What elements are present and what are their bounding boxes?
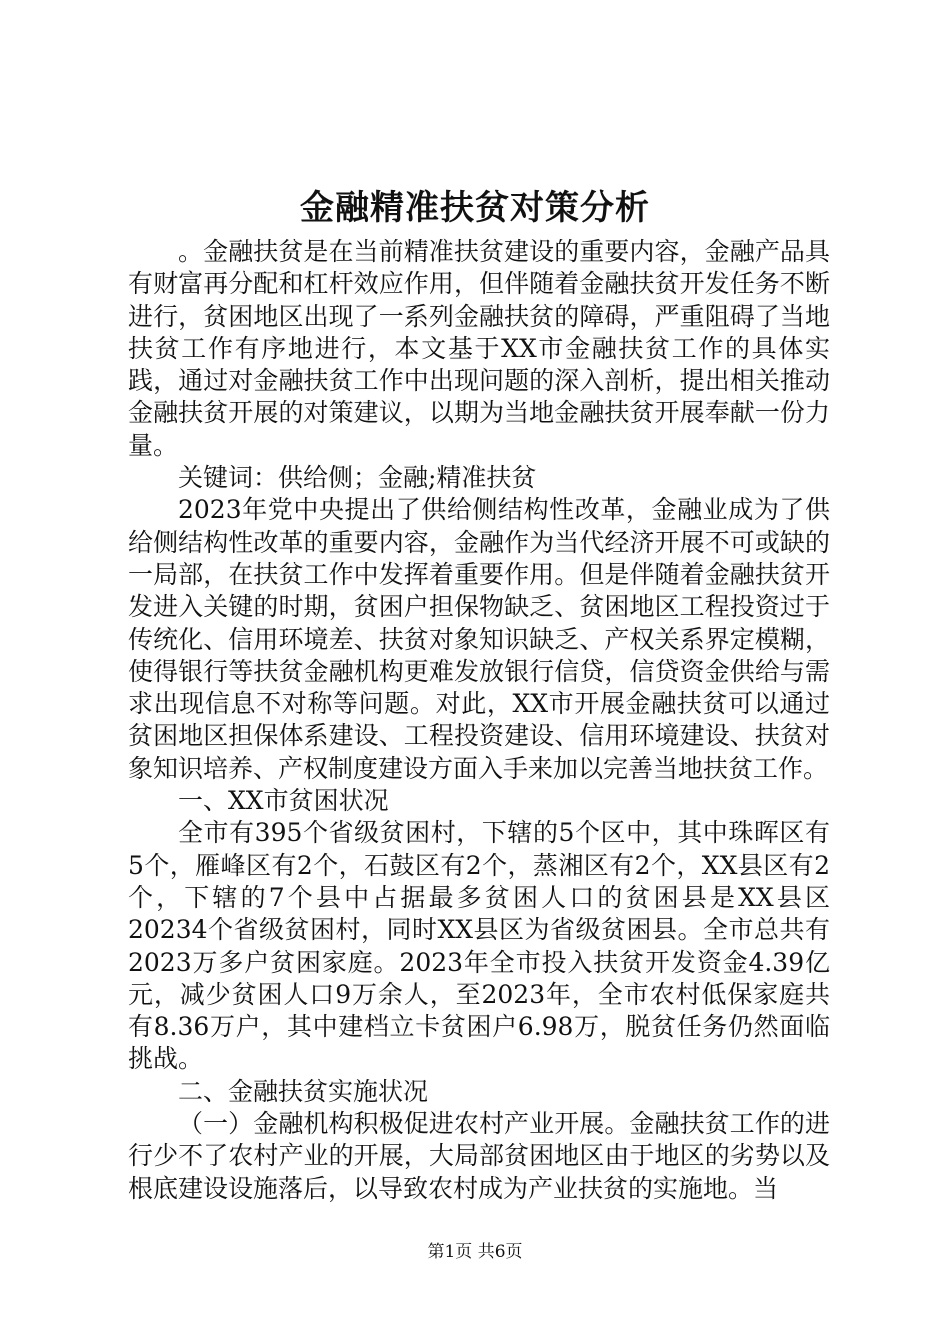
document-body — [128, 236, 830, 1205]
financial-institutions-paragraph: （一）金融机构积极促进农村产业开展。金融扶贫工作的进行少不了农村产业的开展，大局部贫困地区由于地区的劣势以及根底建设设施落后，以导致农村成为产业扶贫的实施地。当 — [128, 1109, 830, 1203]
section-heading-1: 一、XX市贫困状况 — [178, 786, 389, 816]
section-heading-2: 二、金融扶贫实施状况 — [178, 1076, 429, 1106]
intro-paragraph: 2023年党中央提出了供给侧结构性改革，金融业成为了供给侧结构性改革的重要内容，金融作为当代经济开展不可或缺的一局部，在扶贫工作中发挥着重要作用。但是伴随着金融扶贫开发进入关键的时期，贫困户担保物缺乏、贫困地区工程投资过于传统化、信用环境差、扶贫对象知识缺乏、产权关系界定模糊，使得银行等扶贫金融机构更难发放银行信贷，信贷资金供给与需求出现信息不对称等问题。对此，XX市开展金融扶贫可以通过贫困地区担保体系建设、工程投资建设、信用环境建设、扶贫对象知识培养、产权制度建设方面入手来加以完善当地扶贫工作。 — [128, 495, 830, 783]
abstract-paragraph: 。金融扶贫是在当前精准扶贫建设的重要内容，金融产品具有财富再分配和杠杆效应作用，但伴随着金融扶贫开发任务不断进行，贫困地区出现了一系列金融扶贫的障碍，严重阻碍了当地扶贫工作有序地进行，本文基于XX市金融扶贫工作的具体实践，通过对金融扶贫工作中出现问题的深入剖析，提出相关推动金融扶贫开展的对策建议，以期为当地金融扶贫开展奉献一份力量。 — [128, 237, 830, 460]
keywords-line: 关键词：供给侧；金融;精准扶贫 — [178, 463, 537, 493]
page-footer: 第1页 共6页 — [427, 1242, 523, 1262]
document-title: 金融精准扶贫对策分析 — [300, 188, 650, 228]
poverty-status-paragraph: 全市有395个省级贫困村，下辖的5个区中，其中珠晖区有5个，雁峰区有2个，石鼓区有2个，蒸湘区有2个，XX县区有2个，下辖的7个县中占据最多贫困人口的贫困县是XX县区20234个省级贫困村，同时XX县区为省级贫困县。全市总共有2023万多户贫困家庭。2023年全市投入扶贫开发资金4.39亿元，减少贫困人口9万余人，至2023年，全市农村低保家庭共有8.36万户，其中建档立卡贫困户6.98万，脱贫任务仍然面临挑战。 — [128, 818, 830, 1074]
